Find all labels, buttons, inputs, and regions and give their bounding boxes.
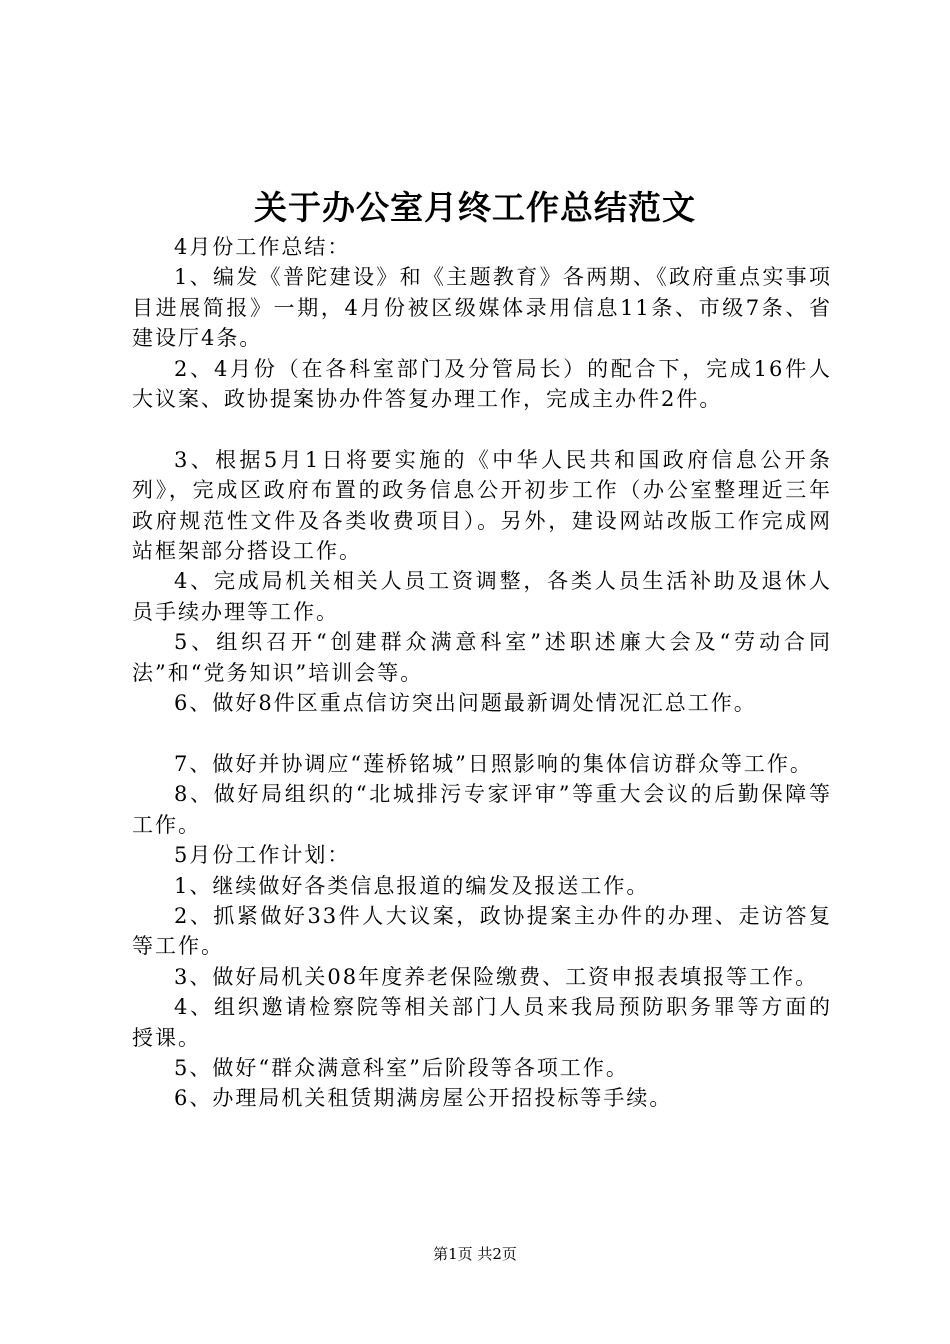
blank-line bbox=[132, 414, 832, 444]
section-heading: 4月份工作总结： bbox=[174, 235, 351, 259]
paragraph: 4、组织邀请检察院等相关部门人员来我局预防职务罪等方面的授课。 bbox=[132, 995, 832, 1050]
paragraph: 2、抓紧做好33件人大议案，政协提案主办件的办理、走访答复等工作。 bbox=[132, 903, 832, 959]
paragraph: 6、办理局机关租赁期满房屋公开招投标等手续。 bbox=[174, 1086, 673, 1111]
document-title: 关于办公室月终工作总结范文 bbox=[254, 188, 696, 227]
paragraph: 3、做好局机关08年度养老保险缴费、工资申报表填报等工作。 bbox=[174, 964, 819, 989]
paragraph: 5、组织召开“创建群众满意科室”述职述廉大会及“劳动合同法”和“党务知识”培训会等。 bbox=[132, 630, 832, 685]
page-footer: 第1页 共2页 bbox=[433, 1245, 517, 1263]
paragraph: 3、根据5月1日将要实施的《中华人民共和国政府信息公开条列》，完成区政府布置的政务信息公开初步工作（办公室整理近三年政府规范性文件及各类收费项目）。另外，建设网站改版工作完成网站框架部分搭设工作。 bbox=[132, 447, 832, 564]
paragraph: 1、编发《普陀建设》和《主题教育》各两期、《政府重点实事项目进展简报》一期，4月份被区级媒体录用信息11条、市级7条、省建设厅4条。 bbox=[132, 265, 832, 351]
section-heading: 5月份工作计划： bbox=[174, 843, 351, 868]
paragraph: 8、做好局组织的“北城排污专家评审”等重大会议的后勤保障等工作。 bbox=[132, 782, 832, 837]
blank-line bbox=[132, 718, 832, 748]
paragraph: 1、继续做好各类信息报道的编发及报送工作。 bbox=[174, 873, 650, 898]
document-body bbox=[132, 232, 832, 1114]
paragraph: 7、做好并协调应“莲桥铭城”日照影响的集体信访群众等工作。 bbox=[174, 751, 813, 776]
paragraph: 6、做好8件区重点信访突出问题最新调处情况汇总工作。 bbox=[174, 691, 757, 716]
paragraph: 5、做好“群众满意科室”后阶段等各项工作。 bbox=[174, 1055, 629, 1080]
paragraph: 4、完成局机关相关人员工资调整，各类人员生活补助及退休人员手续办理等工作。 bbox=[132, 569, 832, 624]
paragraph: 2、4月份（在各科室部门及分管局长）的配合下，完成16件人大议案、政协提案协办件答复办理工作，完成主办件2件。 bbox=[132, 356, 832, 412]
